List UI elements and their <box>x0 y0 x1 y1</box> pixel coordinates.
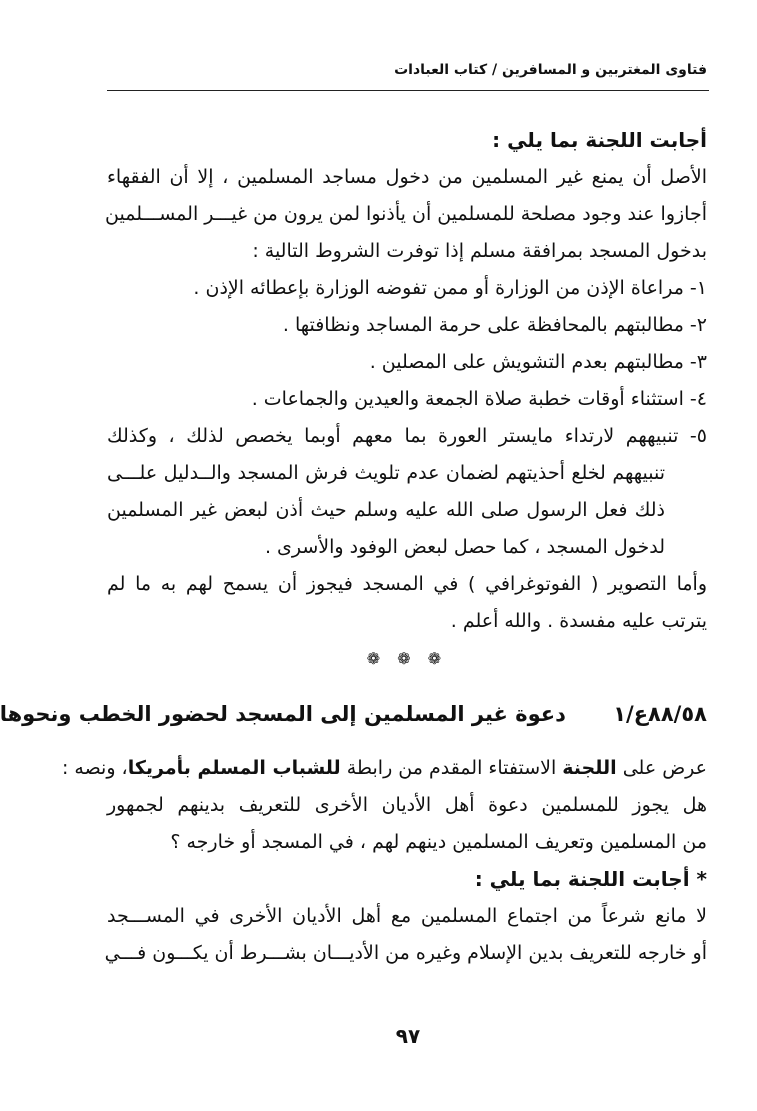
list-item: ٤- استثناء أوقات خطبة صلاة الجمعة والعيدين والجماعات . <box>251 388 707 410</box>
paragraph-line: بدخول المسجد بمرافقة مسلم إذا توفرت الشروط التالية : <box>252 240 707 262</box>
running-header: فتاوى المغتربين و المسافرين / كتاب العبادات <box>394 62 707 78</box>
list-item: ١- مراعاة الإذن من الوزارة أو ممن تفوضه الوزارة بإعطائه الإذن . <box>193 277 707 299</box>
intro-bold-committee: اللجنة <box>562 757 617 779</box>
paragraph-line: يترتب عليه مفسدة . والله أعلم . <box>450 610 707 632</box>
section-ornament: ❁ ❁ ❁ <box>366 649 448 668</box>
question-line: من المسلمين وتعريف المسلمين دينهم لهم ، في المسجد أو خارجه ؟ <box>170 831 707 853</box>
header-rule <box>107 90 709 91</box>
section-heading: أجابت اللجنة بما يلي : <box>492 128 707 152</box>
paragraph-line: الأصل أن يمنع غير المسلمين من دخول مساجد المسلمين ، إلا أن الفقهاء <box>107 166 707 188</box>
paragraph-line: وأما التصوير ( الفوتوغرافي ) في المسجد فيجوز أن يسمح لهم به ما لم <box>107 573 707 595</box>
answer-line: لا مانع شرعاً من اجتماع المسلمين مع أهل الأديان الأخرى في المســـجد <box>107 905 707 927</box>
list-item: ٢- مطالبتهم بالمحافظة على حرمة المساجد ونظافتها . <box>282 314 707 336</box>
list-item-continuation: ذلك فعل الرسول صلى الله عليه وسلم حيث أذن لبعض غير المسلمين <box>107 499 665 521</box>
list-item: ٥- تنبيههم لارتداء مايستر العورة بما معهم أوبما يخصص لذلك ، وكذلك <box>107 425 707 447</box>
intro-text: عرض على <box>616 757 707 779</box>
intro-text: ، ونصه : <box>61 757 128 779</box>
fatwa-number: ٨٨/٥٨ع/١ <box>613 702 707 726</box>
page-number: ٩٧ <box>395 1024 421 1048</box>
list-item-continuation: لدخول المسجد ، كما حصل لبعض الوفود والأسرى . <box>264 536 665 558</box>
fatwa-title-row <box>0 678 707 750</box>
intro-line <box>61 750 707 787</box>
paragraph-line: أجازوا عند وجود مصلحة للمسلمين أن يأذنوا لمن يرون من غيـــر المســـلمين <box>105 203 707 225</box>
question-line: هل يجوز للمسلمين دعوة أهل الأديان الأخرى للتعريف بدينهم لجمهور <box>107 794 707 816</box>
answer-line: أو خارجه للتعريف بدين الإسلام وغيره من الأديـــان بشـــرط أن يكـــون فـــي <box>104 942 707 964</box>
fatwa-title: دعوة غير المسلمين إلى المسجد لحضور الخطب ونحوها <box>0 702 566 726</box>
intro-bold-league: للشباب المسلم بأمريكا <box>127 757 341 779</box>
body-text <box>0 122 707 972</box>
list-item-continuation: تنبيههم لخلع أحذيتهم لضمان عدم تلويث فرش المسجد والــدليل علـــى <box>107 462 665 484</box>
intro-text: الاستفتاء المقدم من رابطة <box>340 757 563 779</box>
list-item: ٣- مطالبتهم بعدم التشويش على المصلين . <box>369 351 707 373</box>
answer-heading: * أجابت اللجنة بما يلي : <box>474 867 707 891</box>
